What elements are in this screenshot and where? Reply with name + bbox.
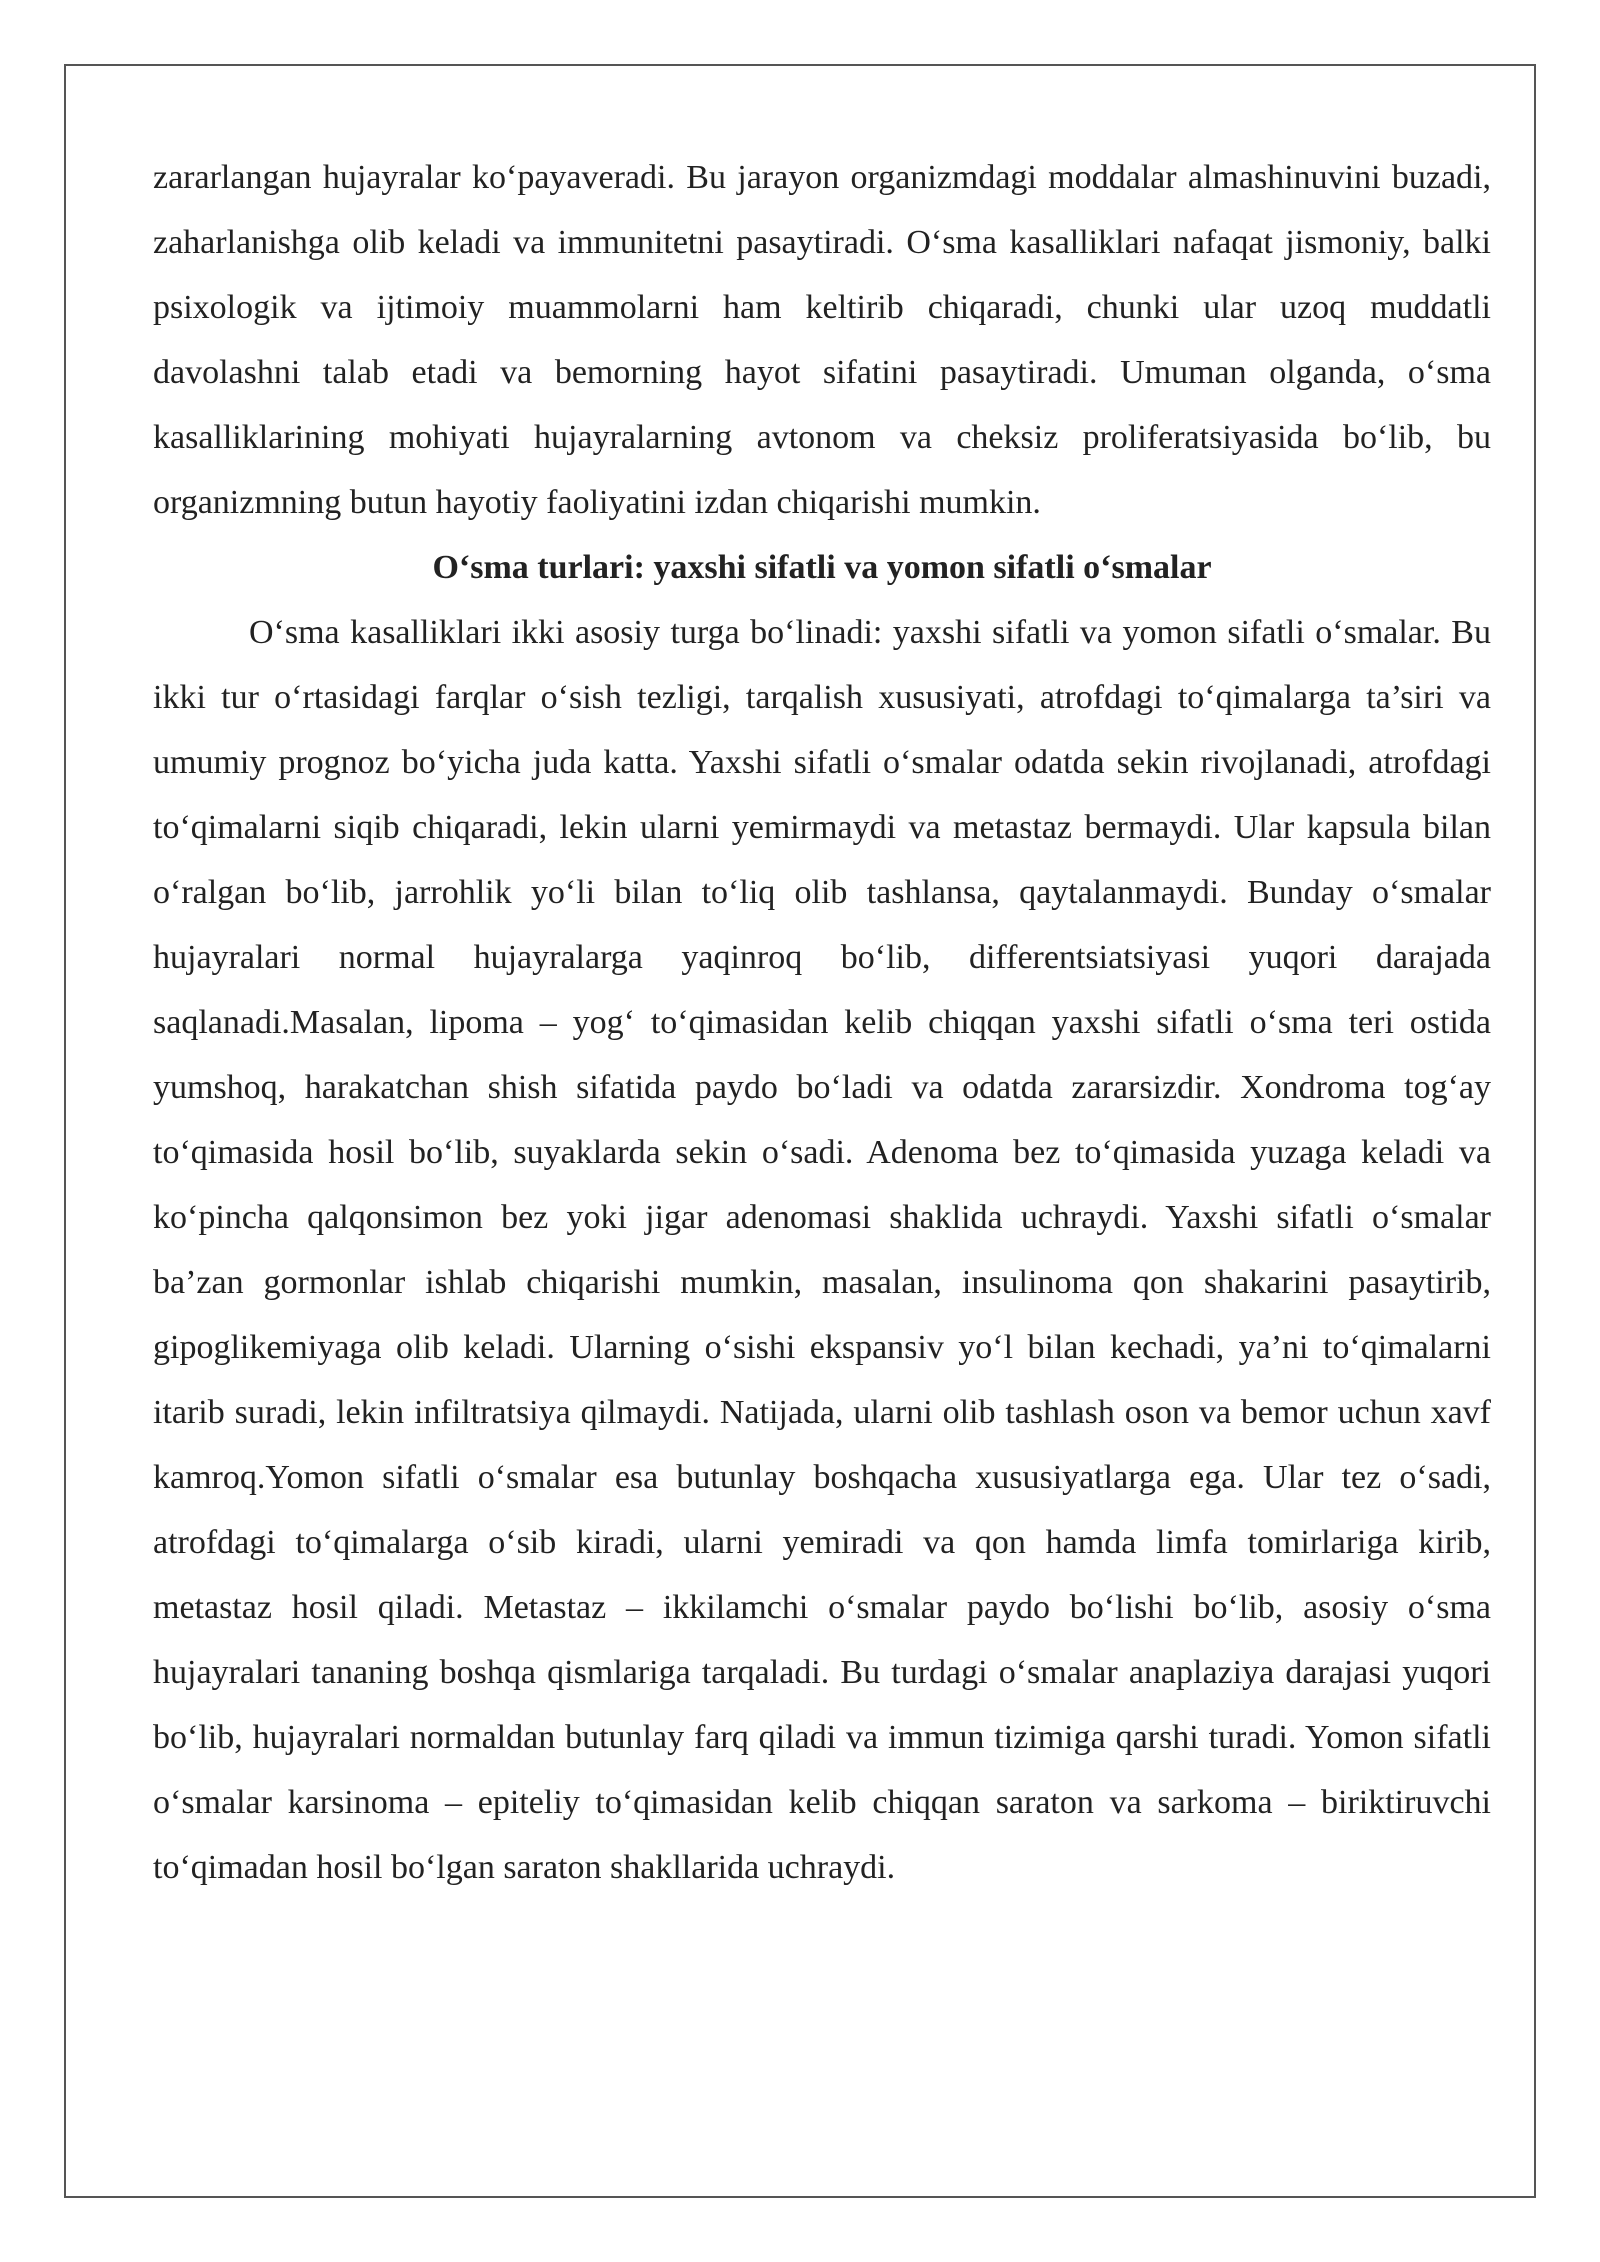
section-heading: O‘sma turlari: yaxshi sifatli va yomon sifatli o‘smalar — [432, 549, 1212, 586]
page-content — [153, 145, 1491, 1900]
paragraph-tumor-types: O‘sma kasalliklari ikki asosiy turga bo‘linadi: yaxshi sifatli va yomon sifatli o‘smalar. Bu ikki tur o‘rtasidagi farqlar o‘sish tezligi, tarqalish xususiyati, atrofdagi to‘qimalarga ta’siri va umumiy prognoz bo‘yicha juda katta. Yaxshi sifatli o‘smalar odatda sekin rivojlanadi, atrofdagi to‘qimalarni siqib chiqaradi, lekin ularni yemirmaydi va metastaz bermaydi. Ular kapsula bilan o‘ralgan bo‘lib, jarrohlik yo‘li bilan to‘liq olib tashlansa, qaytalanmaydi. Bunday o‘smalar hujayralari normal hujayralarga yaqinroq bo‘lib, differentsiatsiyasi yuqori darajada saqlanadi.Masalan, lipoma – yog‘ to‘qimasidan kelib chiqqan yaxshi sifatli o‘sma teri ostida yumshoq, harakatchan shish sifatida paydo bo‘ladi va odatda zararsizdir. Xondroma tog‘ay to‘qimasida hosil bo‘lib, suyaklarda sekin o‘sadi. Adenoma bez to‘qimasida yuzaga keladi va ko‘pincha qalqonsimon bez yoki jigar adenomasi shaklida uchraydi. Yaxshi sifatli o‘smalar ba’zan gormonlar ishlab chiqarishi mumkin, masalan, insulinoma qon shakarini pasaytirib, gipoglikemiyaga olib keladi. Ularning o‘sishi ekspansiv yo‘l bilan kechadi, ya’ni to‘qimalarni itarib suradi, lekin infiltratsiya qilmaydi. Natijada, ularni olib tashlash oson va bemor uchun xavf kamroq.Yomon sifatli o‘smalar esa butunlay boshqacha xususiyatlarga ega. Ular tez o‘sadi, atrofdagi to‘qimalarga o‘sib kiradi, ularni yemiradi va qon hamda limfa tomirlariga kirib, metastaz hosil qiladi. Metastaz – ikkilamchi o‘smalar paydo bo‘lishi bo‘lib, asosiy o‘sma hujayralari tananing boshqa qismlariga tarqaladi. Bu turdagi o‘smalar anaplaziya darajasi yuqori bo‘lib, hujayralari normaldan butunlay farq qiladi va immun tizimiga qarshi turadi. Yomon sifatli o‘smalar karsinoma – epiteliy to‘qimasidan kelib chiqqan saraton va sarkoma – biriktiruvchi to‘qimadan hosil bo‘lgan saraton shakllarida uchraydi. — [153, 614, 1491, 1886]
paragraph-continuation: zararlangan hujayralar ko‘payaveradi. Bu jarayon organizmdagi moddalar almashinuvini buzadi, zaharlanishga olib keladi va immunitetni pasaytiradi. O‘sma kasalliklari nafaqat jismoniy, balki psixologik va ijtimoiy muammolarni ham keltirib chiqaradi, chunki ular uzoq muddatli davolashni talab etadi va bemorning hayot sifatini pasaytiradi. Umuman olganda, o‘sma kasalliklarining mohiyati hujayralarning avtonom va cheksiz proliferatsiyasida bo‘lib, bu organizmning butun hayotiy faoliyatini izdan chiqarishi mumkin. — [153, 159, 1491, 521]
